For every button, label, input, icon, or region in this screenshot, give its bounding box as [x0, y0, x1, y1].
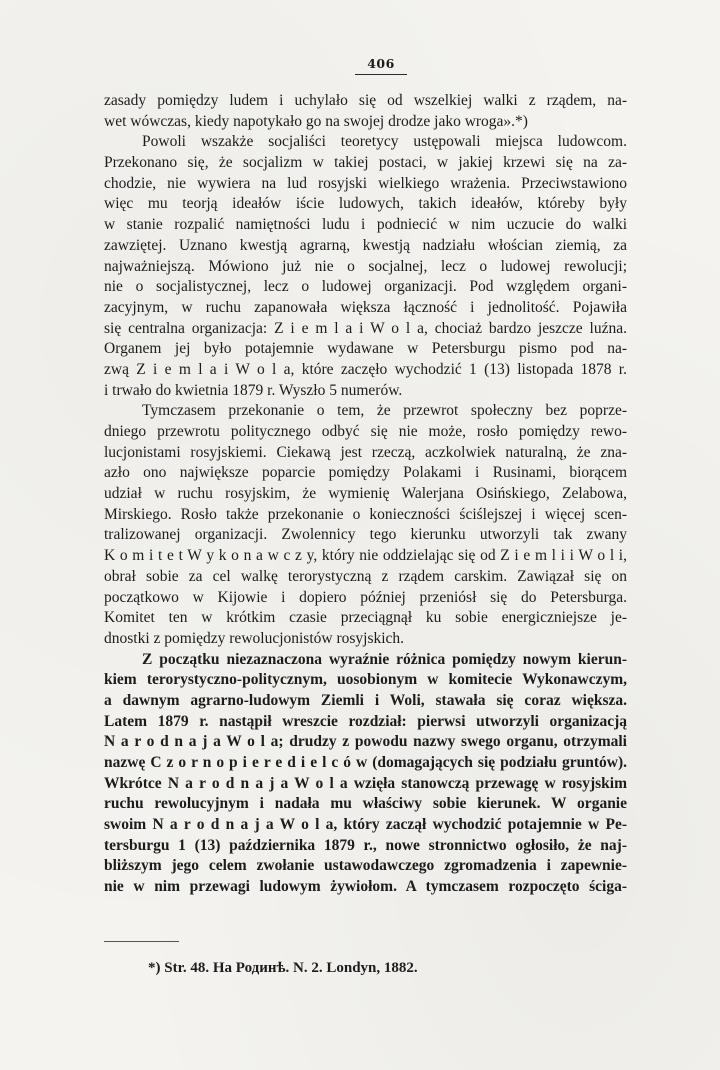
text-line: nazwę C z o r n o p i e r e d i e l c ó w (domagających się podziału gruntów).: [104, 754, 627, 771]
text-line: a dawnym agrarno-ludowym Ziemli i Woli, stawała się coraz większa.: [104, 691, 627, 709]
text-line: nie o socjalistycznej, lecz o ludowej organizacji. Pod względem organi-: [104, 278, 627, 296]
text-line: K o m i t e t W y k o n a w c z y, który nie oddzielając się od Z i e m l i i W o l i,: [104, 547, 627, 565]
text-line: więc mu teorją ideałów iście ludowych, takich ideałów, któreby były: [104, 195, 627, 213]
body-text: [104, 91, 627, 898]
text-line: N a r o d n a j a W o l a; drudzy z powodu nazwy swego organu, otrzymali: [104, 733, 627, 751]
page-number-rule: [355, 74, 407, 75]
text-line: kiem terorystyczno-politycznym, uosobionym w komitecie Wykonawczym,: [104, 671, 627, 689]
text-line: wet wówczas, kiedy napotykało go na swojej drodze jako wroga».*): [104, 112, 528, 130]
paragraph: [104, 91, 627, 132]
text-line: lucjonistami rosyjskiemi. Ciekawą jest rzeczą, aczkolwiek naturalną, że zna-: [104, 443, 627, 461]
text-line: zawziętej. Uznano kwestją agrarną, kwestją nadziału włościan ziemią, za: [104, 236, 627, 254]
page-number: 406: [367, 56, 395, 71]
text-line: zasady pomiędzy ludem i uchylało się od wszelkiej walki z rządem, na-: [104, 92, 627, 109]
text-line: zwą Z i e m l a i W o l a, które zaczęło wychodzić 1 (13) listopada 1878 r.: [104, 360, 627, 378]
text-line: swoim N a r o d n a j a W o l a, który zaczął wychodzić potajemnie w Pe-: [104, 816, 627, 834]
paragraph: [104, 650, 627, 898]
text-line: obrał sobie za cel walkę terorystyczną z rządem carskim. Zawiązał się on: [104, 567, 627, 585]
text-line: tralizowanej organizacji. Zwolennicy tego kierunku utworzyli tak zwany: [104, 526, 627, 544]
text-line: Tymczasem przekonanie o tem, że przewrot społeczny bez poprze-: [142, 402, 627, 420]
text-line: Organem jej było potajemnie wydawane w Petersburgu pismo pod na-: [104, 340, 627, 358]
text-line: bliższym jego celem zwołanie ustawodawczego zgromadzenia i zapewnie-: [104, 857, 627, 875]
text-line: Mirskiego. Rosło także przekonanie o konieczności ściślejszej i więcej scen-: [104, 505, 627, 523]
text-line: udział w ruchu rosyjskim, że wymienię Walerjana Osińskiego, Zelabowa,: [104, 485, 627, 503]
text-line: tersburgu 1 (13) października 1879 r., nowe stronnictwo ogłosiło, że naj-: [104, 836, 627, 854]
text-line: ruchu rewolucyjnym i nadała mu właściwy sobie kierunek. W organie: [104, 795, 627, 813]
paragraph: [104, 132, 627, 401]
footnote: *) Str. 48. На Родинѣ. N. 2. Londyn, 1882.: [148, 960, 418, 976]
text-line: w stanie rozpalić namiętności ludu i podniecić w nim uczucie do walki: [104, 216, 627, 234]
text-line: Komitet ten w krótkim czasie przeciągnął ku sobie energiczniejsze je-: [104, 609, 627, 627]
text-line: dniego przewrotu politycznego odbyć się nie może, rosło pomiędzy rewo-: [104, 423, 627, 440]
text-line: i trwało do kwietnia 1879 r. Wyszło 5 numerów.: [104, 381, 403, 399]
text-line: początkowo w Kijowie i dopiero później przeniósł się do Petersburga.: [104, 588, 627, 606]
text-line: zacyjnym, w ruchu zapanowała większa łączność i jednolitość. Pojawiła: [104, 298, 627, 316]
text-line: azło ono największe poparcie pomiędzy Polakami i Rusinami, biorącem: [104, 464, 627, 482]
text-line: nie w nim przewagi ludowym żywiołom. A tymczasem rozpoczęto ściga-: [104, 878, 627, 896]
footnote-rule: [104, 941, 179, 942]
paragraph: [104, 401, 627, 649]
text-line: Wkrótce N a r o d n a j a W o l a wzięła stanowczą przewagę w rosyjskim: [104, 774, 627, 792]
text-line: najważniejszą. Mówiono już nie o socjalnej, lecz o ludowej rewolucji;: [104, 257, 627, 275]
text-line: chodzie, nie wywiera na lud rosyjski wielkiego wrażenia. Przeciwstawiono: [104, 174, 627, 192]
text-line: dnostki z pomiędzy rewolucjonistów rosyjskich.: [104, 629, 405, 647]
text-line: Przekonano się, że socjalizm w takiej postaci, w jakiej krzewi się na za-: [104, 154, 627, 172]
text-line: Z początku niezaznaczona wyraźnie różnica pomiędzy nowym kierun-: [142, 650, 627, 668]
text-line: Latem 1879 r. nastąpił wreszcie rozdział: pierwsi utworzyli organizacją: [104, 712, 627, 730]
text-line: Powoli wszakże socjaliści teoretycy ustępowali miejsca ludowcom.: [142, 133, 627, 151]
text-line: się centralna organizacja: Z i e m l a i W o l a, chociaż bardzo jeszcze luźna.: [104, 319, 627, 337]
